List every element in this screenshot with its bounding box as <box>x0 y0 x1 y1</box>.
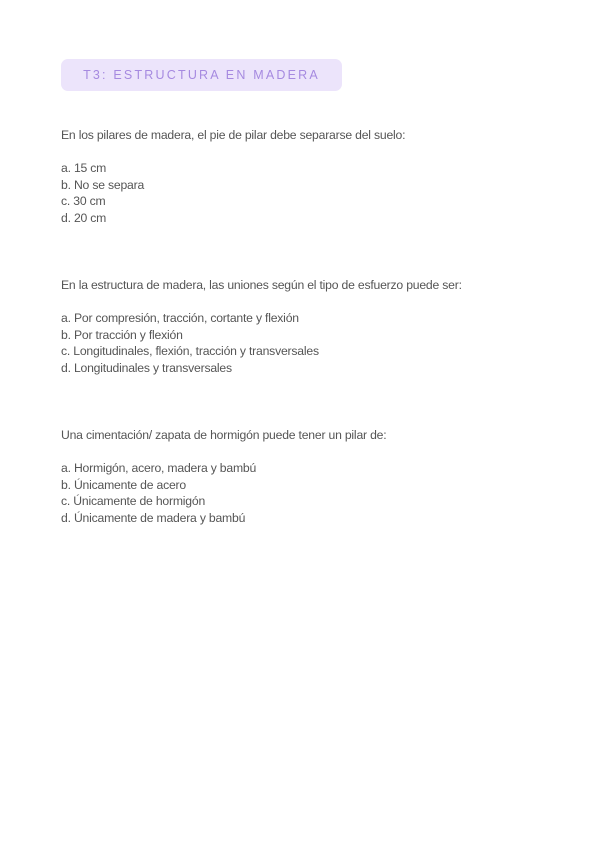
question-3-option-b: b. Únicamente de acero <box>61 477 186 492</box>
question-2-stem: En la estructura de madera, las uniones según el tipo de esfuerzo puede ser: <box>61 278 462 292</box>
question-3-option-c: c. Únicamente de hormigón <box>61 494 206 508</box>
question-2-options <box>61 310 561 376</box>
section-title: T3: ESTRUCTURA EN MADERA <box>83 68 320 82</box>
question-1 <box>61 127 561 226</box>
question-1-option-b: b. No se separa <box>61 177 145 192</box>
question-2-option-c: c. Longitudinales, flexión, tracción y transversales <box>61 344 319 358</box>
question-3-option-d: d. Únicamente de madera y bambú <box>61 510 246 525</box>
question-2-option-a: a. Por compresión, tracción, cortante y flexión <box>61 311 299 325</box>
question-3 <box>61 427 561 526</box>
section-title-badge <box>61 59 342 91</box>
question-1-option-a: a. 15 cm <box>61 161 107 175</box>
question-1-stem: En los pilares de madera, el pie de pilar debe separarse del suelo: <box>61 128 406 142</box>
question-3-stem: Una cimentación/ zapata de hormigón puede tener un pilar de: <box>61 428 387 442</box>
question-1-options <box>61 160 561 226</box>
question-2-option-b: b. Por tracción y flexión <box>61 327 183 342</box>
question-1-option-c: c. 30 cm <box>61 194 106 208</box>
question-1-option-d: d. 20 cm <box>61 210 107 225</box>
question-2 <box>61 277 561 376</box>
question-3-options <box>61 460 561 526</box>
question-3-option-a: a. Hormigón, acero, madera y bambú <box>61 461 257 475</box>
question-2-option-d: d. Longitudinales y transversales <box>61 360 232 375</box>
